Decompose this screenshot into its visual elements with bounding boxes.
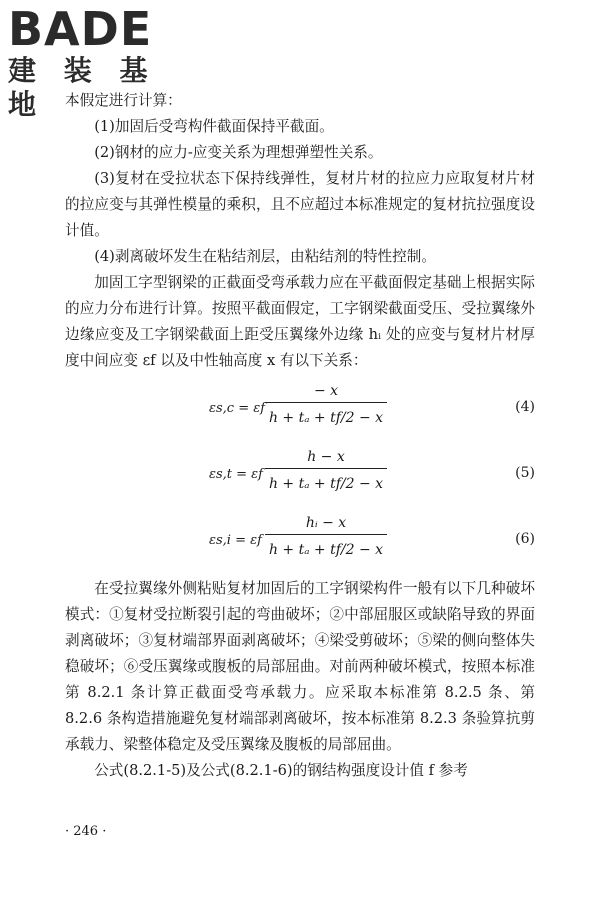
paragraph-strain-relation: 加固工字型钢梁的正截面受弯承载力应在平截面假定基础上根据实际的应力分布进行计算。按照平截面假定，工字钢梁截面受压、受拉翼缘外边缘应变及工字钢梁截面上距受压翼缘外边缘 hᵢ 处的应变与复材片材厚度中间应变 εf 以及中性轴高度 x 有以下关系： <box>65 274 535 369</box>
assumption-4: (4)剥离破坏发生在粘结剂层，由粘结剂的特性控制。 <box>94 248 436 265</box>
formula-6 <box>65 512 535 572</box>
page-number: · 246 · <box>65 824 107 839</box>
assumption-3: (3)复材在受拉状态下保持线弹性，复材片材的拉应力应取复材片材的拉应变与其弹性模量的乘积，且不应超过本标准规定的复材抗拉强度设计值。 <box>65 170 535 239</box>
formula-lhs: εs,c = εf <box>209 401 266 416</box>
formula-5 <box>65 446 535 506</box>
formula-fraction <box>261 512 391 565</box>
logo-subtitle: 建 装 基 地 <box>8 54 157 121</box>
paragraph-failure-modes: 在受拉翼缘外侧粘贴复材加固后的工字钢梁构件一般有以下几种破坏模式：①复材受拉断裂引起的弯曲破坏；②中部屈服区或缺陷导致的界面剥离破坏；③复材端部界面剥离破坏；④梁受剪破坏；⑤梁的侧向整体失稳破坏；⑥受压翼缘或腹板的局部屈曲。对前两种破坏模式，按照本标准第 8.2.1 条计算正截面受弯承载力。应采取本标准第 8.2.5 条、第 8.2.6 条构造措施避免复材端部剥离破坏，按本标准第 8.2.3 条验算抗剪承载力、梁整体稳定及受压翼缘及腹板的局部屈曲。 <box>65 580 535 753</box>
assumption-1: (1)加固后受弯构件截面保持平截面。 <box>94 118 334 135</box>
assumption-2: (2)钢材的应力-应变关系为理想弹塑性关系。 <box>94 144 383 161</box>
formula-lhs: εs,t = εf <box>209 467 263 482</box>
formula-denominator: h + tₐ + tf/2 − x <box>268 542 384 558</box>
formula-numerator: h − x <box>307 449 345 465</box>
equation-number: (5) <box>515 465 535 481</box>
formula-numerator: − x <box>313 383 339 399</box>
logo-wordmark: BADE <box>8 2 153 56</box>
formula-4 <box>65 380 535 440</box>
formula-lhs: εs,i = εf <box>209 533 262 548</box>
equation-number: (4) <box>515 399 535 415</box>
paragraph-intro: 本假定进行计算： <box>65 92 182 109</box>
formula-fraction <box>261 380 391 433</box>
formula-denominator: h + tₐ + tf/2 − x <box>268 410 384 426</box>
formula-denominator: h + tₐ + tf/2 − x <box>268 476 384 492</box>
document-body <box>65 88 535 784</box>
formula-fraction <box>261 446 391 499</box>
equation-number: (6) <box>515 531 535 547</box>
paragraph-strength-design: 公式(8.2.1-5)及公式(8.2.1-6)的钢结构强度设计值 f 参考 <box>94 762 468 779</box>
formula-numerator: hᵢ − x <box>305 515 347 531</box>
